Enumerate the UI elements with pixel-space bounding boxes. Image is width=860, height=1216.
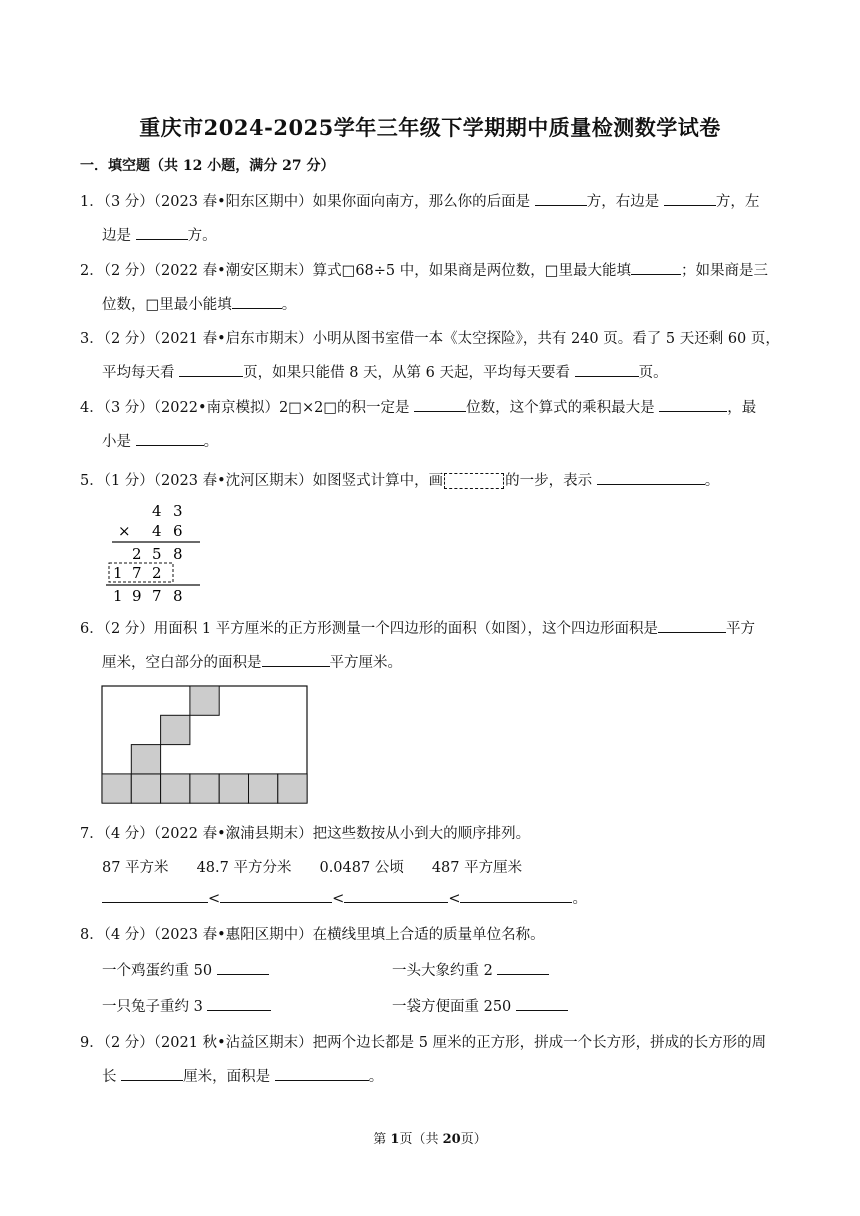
- question-7-items: [102, 856, 522, 877]
- page-footer: [0, 1128, 860, 1147]
- unit-square: [161, 715, 190, 744]
- unit-square: [102, 774, 131, 803]
- q1-text-c: 方，左: [715, 194, 760, 210]
- calc-digit: 2: [152, 564, 162, 582]
- unit-square: [190, 686, 219, 715]
- q4-text-e: 。: [203, 434, 219, 450]
- page-number: 1: [390, 1132, 400, 1147]
- q7-item: 0.0487 公顷: [319, 860, 404, 876]
- answer-blank[interactable]: [575, 362, 639, 377]
- answer-blank[interactable]: [631, 260, 681, 275]
- question-6-line-1: [80, 617, 755, 638]
- question-3-line-2: [102, 361, 668, 382]
- page-total: 20: [442, 1132, 461, 1147]
- answer-blank[interactable]: [535, 191, 587, 206]
- answer-blank[interactable]: [597, 470, 705, 485]
- answer-blank[interactable]: [136, 225, 188, 240]
- answer-blank[interactable]: [179, 362, 243, 377]
- question-9-line-2: [102, 1065, 383, 1086]
- calc-digit: 4: [152, 502, 162, 520]
- question-7-order-line: [102, 887, 587, 908]
- vertical-multiplication-figure: [104, 500, 204, 606]
- calc-digit: 1: [113, 587, 123, 605]
- answer-blank[interactable]: [220, 888, 332, 903]
- q7-item: 48.7 平方分米: [196, 860, 292, 876]
- footer-text: 第: [373, 1132, 391, 1147]
- less-than-sign: <: [332, 891, 345, 907]
- q6-text-c: 厘米，空白部分的面积是: [102, 655, 262, 671]
- q4-text-b: 位数，这个算式的乘积最大是: [466, 400, 660, 416]
- q5-text-c: 。: [704, 473, 720, 489]
- q2-text-c: 位数，□里最小能填: [102, 297, 232, 313]
- calc-digit: 4: [152, 522, 162, 540]
- unit-square: [249, 774, 278, 803]
- answer-blank[interactable]: [658, 618, 726, 633]
- q8-item-3: [102, 995, 271, 1016]
- answer-blank[interactable]: [232, 294, 282, 309]
- calc-digit: 6: [173, 522, 183, 540]
- calc-digit: 5: [152, 545, 162, 563]
- q2-text-d: 。: [281, 297, 297, 313]
- q3-text-a: 3．（2 分）（2021 春•启东市期末）小明从图书室借一本《太空探险》，共有 240 页。看了 5 天还剩 60 页，: [80, 331, 780, 347]
- question-4-line-1: [80, 396, 756, 417]
- answer-blank[interactable]: [207, 996, 271, 1011]
- calc-digit: 1: [113, 564, 123, 582]
- section-heading: 一．填空题（共 12 小题，满分 27 分）: [80, 158, 335, 174]
- q7-end: 。: [572, 891, 587, 907]
- question-2-line-1: [80, 259, 768, 280]
- answer-blank[interactable]: [121, 1066, 183, 1081]
- q2-text-a: 2．（2 分）（2022 春•潮安区期末）算式□68÷5 中，如果商是两位数，□里最大能填: [80, 263, 631, 279]
- question-2-line-2: [102, 293, 296, 314]
- q2-text-b: ；如果商是三: [680, 263, 768, 279]
- answer-blank[interactable]: [136, 431, 204, 446]
- answer-blank[interactable]: [460, 888, 572, 903]
- q3-text-d: 页。: [638, 365, 668, 381]
- q8-item-text: 一袋方便面重 250: [392, 999, 516, 1015]
- q5-text-b: 的一步，表示: [505, 473, 597, 489]
- q1-text-a: 1．（3 分）（2023 春•阳东区期中）如果你面向南方，那么你的后面是: [80, 194, 535, 210]
- q9-text-d: 。: [368, 1069, 384, 1085]
- answer-blank[interactable]: [516, 996, 568, 1011]
- answer-blank[interactable]: [497, 960, 549, 975]
- q1-text-b: 方，右边是: [586, 194, 664, 210]
- answer-blank[interactable]: [659, 397, 727, 412]
- q8-item-text: 一个鸡蛋约重 50: [102, 963, 217, 979]
- q7-item: 87 平方米: [102, 860, 169, 876]
- calc-operator: ×: [118, 522, 131, 540]
- q8-item-text: 一只兔子重约 3: [102, 999, 208, 1015]
- q6-text-d: 平方厘米。: [329, 655, 402, 671]
- page-title: 重庆市2024-2025学年三年级下学期期中质量检测数学试卷: [139, 115, 721, 140]
- question-1-line-1: [80, 190, 759, 211]
- less-than-sign: <: [208, 891, 221, 907]
- question-8-line-1: [80, 923, 545, 944]
- question-6-line-2: [102, 651, 402, 672]
- question-1-line-2: [102, 224, 217, 245]
- answer-blank[interactable]: [102, 888, 208, 903]
- calc-digit: 7: [152, 587, 162, 605]
- q7-text-a: 7．（4 分）（2022 春•溆浦县期末）把这些数按从小到大的顺序排列。: [80, 826, 531, 842]
- q1-text-d: 边是: [102, 228, 136, 244]
- footer-text: 页（共: [399, 1132, 443, 1147]
- calc-digit: 9: [132, 587, 142, 605]
- q9-text-a: 9．（2 分）（2021 秋•沾益区期末）把两个边长都是 5 厘米的正方形，拼成一个长方形，拼成的长方形的周: [80, 1035, 767, 1051]
- q7-item: 487 平方厘米: [431, 860, 523, 876]
- dashed-box-icon: [444, 473, 504, 489]
- q8-text-a: 8．（4 分）（2023 春•惠阳区期中）在横线里填上合适的质量单位名称。: [80, 927, 545, 943]
- q4-text-c: ，最: [727, 400, 757, 416]
- unit-square: [131, 745, 160, 774]
- q8-item-4: [392, 995, 568, 1016]
- q8-item-1: [102, 959, 269, 980]
- question-5-line: [80, 469, 719, 490]
- q6-text-a: 6．（2 分）用面积 1 平方厘米的正方形测量一个四边形的面积（如图），这个四边形面积是: [80, 621, 658, 637]
- calc-digit: 3: [173, 502, 183, 520]
- q8-item-2: [392, 959, 549, 980]
- q5-text-a: 5．（1 分）（2023 春•沈河区期末）如图竖式计算中，画: [80, 473, 444, 489]
- q9-text-c: 厘米，面积是: [183, 1069, 275, 1085]
- answer-blank[interactable]: [344, 888, 448, 903]
- calc-digit: 2: [132, 545, 142, 563]
- unit-square: [131, 774, 160, 803]
- question-9-line-1: [80, 1031, 766, 1052]
- answer-blank[interactable]: [275, 1066, 369, 1081]
- q8-item-text: 一头大象约重 2: [392, 963, 498, 979]
- calc-digit: 8: [173, 587, 183, 605]
- unit-square: [190, 774, 219, 803]
- answer-blank[interactable]: [664, 191, 716, 206]
- unit-square: [278, 774, 307, 803]
- unit-square: [161, 774, 190, 803]
- footer-text: 页）: [460, 1132, 487, 1147]
- quadrilateral-grid-figure: [101, 685, 309, 804]
- answer-blank[interactable]: [414, 397, 466, 412]
- question-4-line-2: [102, 430, 218, 451]
- unit-square: [219, 774, 248, 803]
- answer-blank[interactable]: [262, 652, 330, 667]
- q1-text-e: 方。: [187, 228, 217, 244]
- q4-text-a: 4．（3 分）（2022•南京模拟）2□×2□的积一定是: [80, 400, 415, 416]
- answer-blank[interactable]: [217, 960, 269, 975]
- question-7-line-1: [80, 822, 530, 843]
- less-than-sign: <: [448, 891, 461, 907]
- q9-text-b: 长: [102, 1069, 122, 1085]
- q3-text-c: 页，如果只能借 8 天，从第 6 天起，平均每天要看: [243, 365, 575, 381]
- calc-digit: 7: [132, 564, 142, 582]
- question-3-line-1: [80, 327, 780, 348]
- q4-text-d: 小是: [102, 434, 136, 450]
- q6-text-b: 平方: [726, 621, 755, 637]
- q3-text-b: 平均每天看: [102, 365, 180, 381]
- calc-digit: 8: [173, 545, 183, 563]
